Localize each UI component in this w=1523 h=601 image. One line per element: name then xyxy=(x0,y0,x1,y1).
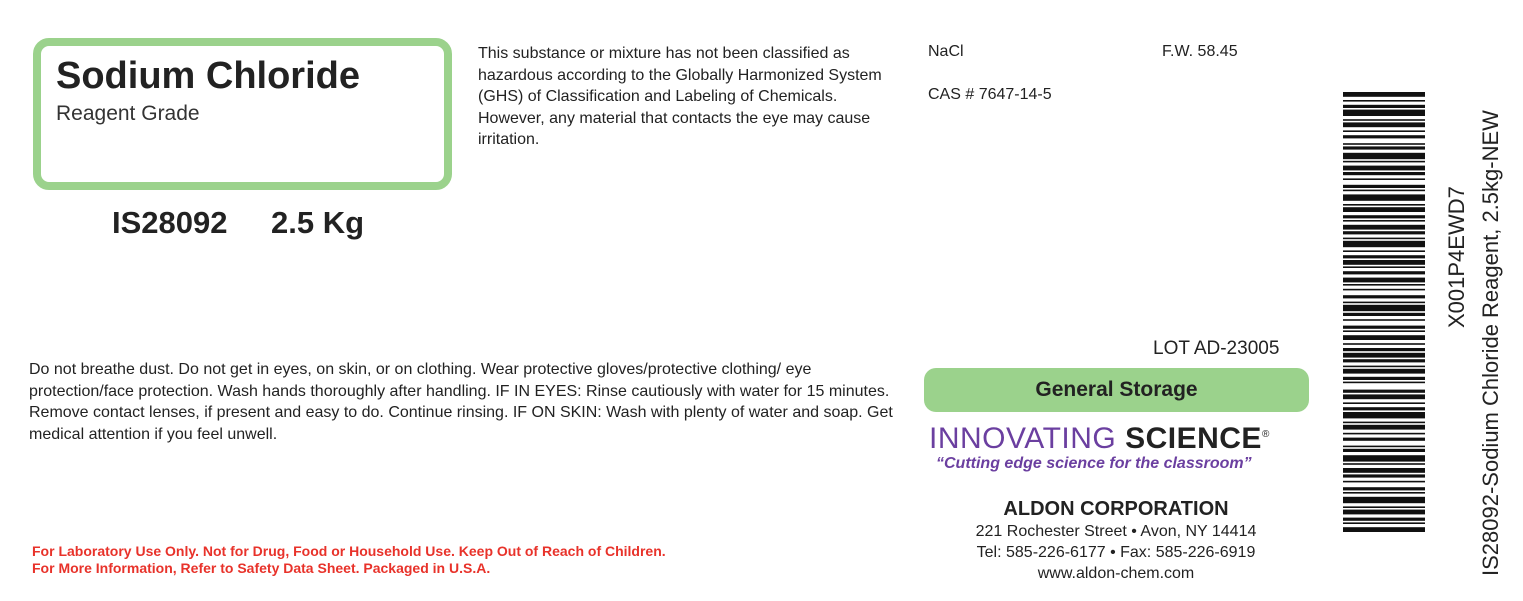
barcode-bar xyxy=(1343,527,1425,532)
barcode-bar xyxy=(1343,266,1425,268)
barcode-bar xyxy=(1343,425,1425,430)
barcode-bar xyxy=(1343,302,1425,304)
product-name-box xyxy=(33,38,452,190)
barcode-bar xyxy=(1343,190,1425,192)
barcode-description: IS28092-Sodium Chloride Reagent, 2.5kg-NEW xyxy=(1478,110,1503,576)
barcode-bar xyxy=(1343,510,1425,515)
barcode-bar xyxy=(1343,468,1425,473)
barcode-bar xyxy=(1343,215,1425,218)
company-name: ALDON CORPORATION xyxy=(1003,498,1229,520)
product-name: Sodium Chloride xyxy=(56,55,360,97)
barcode-bar xyxy=(1343,348,1425,351)
barcode-bar xyxy=(1343,518,1425,521)
barcode-bar xyxy=(1343,172,1425,175)
barcode-bar xyxy=(1343,330,1425,332)
barcode-bar xyxy=(1343,487,1425,490)
brand-word-innovating: INNOVATING xyxy=(929,422,1117,455)
barcode-bar xyxy=(1343,402,1425,404)
brand-word-science: SCIENCE xyxy=(1125,422,1262,455)
barcode-bar xyxy=(1343,492,1425,494)
barcode-bar xyxy=(1343,446,1425,448)
barcode-bar xyxy=(1343,369,1425,374)
barcode-bar xyxy=(1343,166,1425,171)
barcode-label xyxy=(1440,52,1520,576)
barcode-bar xyxy=(1343,161,1425,163)
registered-mark: ® xyxy=(1261,429,1270,440)
barcode-bar xyxy=(1343,194,1425,200)
barcode-bar xyxy=(1343,271,1425,274)
company-address: 221 Rochester Street • Avon, NY 14414 xyxy=(975,523,1257,540)
formula-weight: F.W. 58.45 xyxy=(1162,43,1238,60)
barcode-bar xyxy=(1343,359,1425,362)
barcode-bar xyxy=(1343,481,1425,483)
barcode-bar xyxy=(1343,105,1425,108)
barcode-bar xyxy=(1343,238,1425,240)
barcode-bar xyxy=(1343,220,1425,222)
barcode-bar xyxy=(1343,255,1425,258)
package-size: 2.5 Kg xyxy=(271,205,365,240)
barcode-bar xyxy=(1343,100,1425,102)
barcode-bar xyxy=(1343,153,1425,159)
barcode-bar xyxy=(1343,207,1425,212)
barcode-bar xyxy=(1343,278,1425,283)
barcode-bar xyxy=(1343,319,1425,321)
barcode-bar xyxy=(1343,382,1425,384)
brand-tagline: “Cutting edge science for the classroom” xyxy=(936,455,1252,472)
lot-number: LOT AD-23005 xyxy=(1153,338,1280,359)
cas-number: CAS # 7647-14-5 xyxy=(928,86,1052,103)
barcode-bar xyxy=(1343,225,1425,230)
barcode-bar xyxy=(1343,122,1425,127)
storage-badge: General Storage xyxy=(924,368,1309,412)
barcode-bar xyxy=(1343,412,1425,418)
barcode-bar xyxy=(1343,143,1425,145)
barcode-bar xyxy=(1343,146,1425,149)
barcode-bar xyxy=(1343,455,1425,461)
barcode-bar xyxy=(1343,366,1425,368)
barcode-bar xyxy=(1343,353,1425,358)
product-grade: Reagent Grade xyxy=(56,102,200,125)
catalog-number: IS28092 xyxy=(112,205,228,240)
precautionary-statements: Do not breathe dust. Do not get in eyes, on skin, or on clothing. Wear protective gloves/protective clothing/ eye protection/face protection. Wash hands thoroughly after handling. IF IN EYES: Rinse cautiously with water for 15 minutes. Remove contact lenses, if present and easy to do. Continue rinsing. IF ON SKIN: Wash with plenty of water and soap. Get medical attention if you feel unwell. xyxy=(29,361,893,443)
barcode-bar xyxy=(1343,231,1425,234)
barcode-bar xyxy=(1343,305,1425,311)
barcode-bar xyxy=(1343,185,1425,188)
barcode-bar xyxy=(1343,326,1425,329)
barcode-bar xyxy=(1343,394,1425,399)
barcode-bar xyxy=(1343,313,1425,316)
chemical-formula: NaCl xyxy=(928,43,964,60)
barcode-bar xyxy=(1343,204,1425,206)
barcode-bar xyxy=(1343,474,1425,477)
barcode-bar xyxy=(1343,119,1425,121)
barcode-bar xyxy=(1343,130,1425,132)
barcode-bar xyxy=(1343,241,1425,247)
barcode-bar xyxy=(1343,289,1425,291)
barcode-bar xyxy=(1343,110,1425,116)
barcode-bar xyxy=(1343,178,1425,180)
warning-block xyxy=(32,543,666,577)
barcode-bar xyxy=(1343,284,1425,286)
hazard-statement: This substance or mixture has not been classified as hazardous according to the Globally Harmonized System (GHS) of Classification and Labeling of Chemicals. However, any material that contacts the eye may cause irritation. xyxy=(478,45,882,149)
barcode-bar xyxy=(1343,295,1425,298)
barcode-bar xyxy=(1343,343,1425,345)
barcode-bar xyxy=(1343,390,1425,393)
company-phone: Tel: 585-226-6177 • Fax: 585-226-6919 xyxy=(976,544,1256,561)
barcode-bar xyxy=(1343,377,1425,380)
barcode-bar xyxy=(1343,438,1425,441)
warning-line-2: For More Information, Refer to Safety Data Sheet. Packaged in U.S.A. xyxy=(32,560,491,576)
barcode-bar xyxy=(1343,335,1425,340)
brand-logo xyxy=(929,422,1309,456)
barcode-bar xyxy=(1343,463,1425,465)
barcode-bar xyxy=(1343,92,1425,97)
company-website: www.aldon-chem.com xyxy=(1037,565,1195,582)
barcode-bar xyxy=(1343,260,1425,265)
barcode-bar xyxy=(1343,433,1425,435)
barcode-bar xyxy=(1343,497,1425,503)
barcode-bar xyxy=(1343,407,1425,410)
barcode-bar xyxy=(1343,250,1425,252)
barcode-bar xyxy=(1343,422,1425,424)
barcode-bar xyxy=(1343,506,1425,508)
warning-line-1: For Laboratory Use Only. Not for Drug, Food or Household Use. Keep Out of Reach of Children. xyxy=(32,543,666,559)
barcode xyxy=(1343,92,1425,532)
barcode-bar xyxy=(1343,522,1425,524)
company-info xyxy=(940,497,1292,584)
barcode-fnsku: X001P4EWD7 xyxy=(1444,186,1469,328)
barcode-bar xyxy=(1343,135,1425,138)
barcode-bar xyxy=(1343,449,1425,452)
